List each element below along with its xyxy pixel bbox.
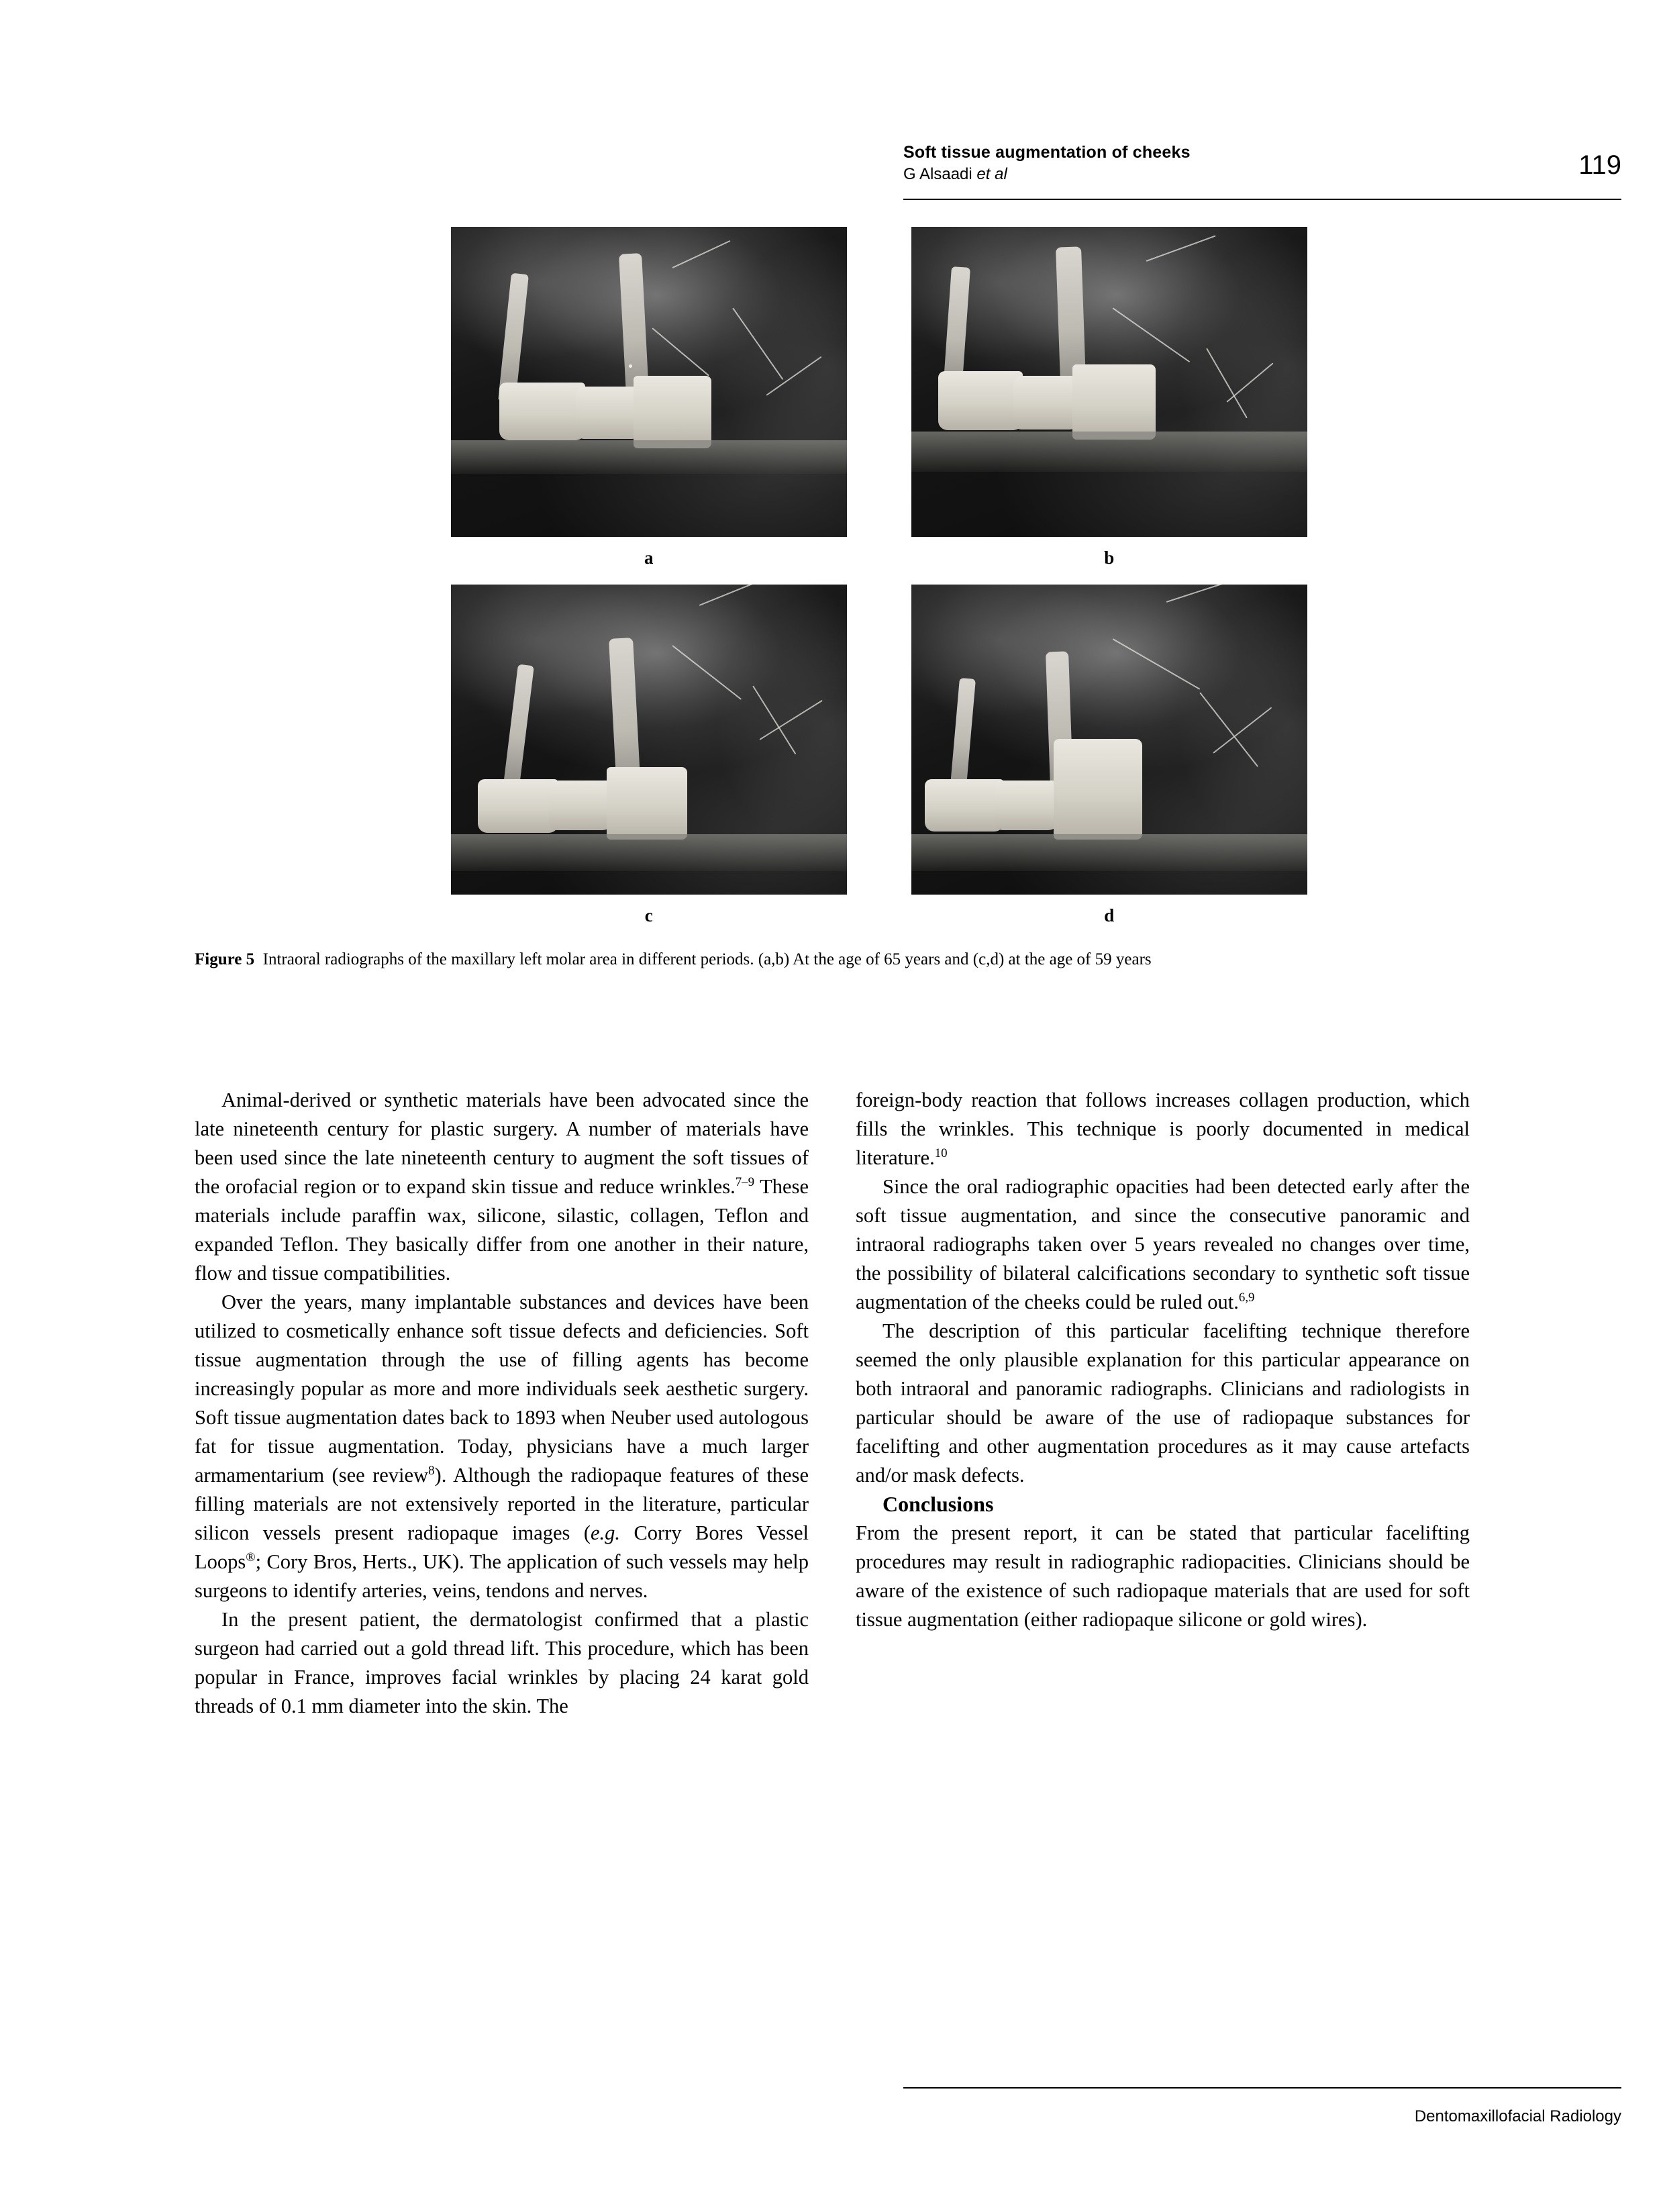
radiograph-image-d [911, 585, 1307, 895]
radiograph-image-c [451, 585, 847, 895]
figure-panel-label-c: c [644, 905, 654, 925]
paragraph-foreign-body-text: foreign-body reaction that follows increases collagen production, which fills the wrinkles. This technique is poorly documented in medical literature. [856, 1089, 1470, 1169]
paragraph-materials-part2: These materials include paraffin wax, silicone, silastic, collagen, Teflon and expanded Teflon. They basically differ from one another in their nature, flow and tissue compatibilities. [195, 1175, 809, 1285]
footer-journal-name: Dentomaxillofacial Radiology [1414, 2107, 1621, 2125]
figure-5 [195, 227, 1470, 970]
figure-panel-d [911, 585, 1307, 926]
paragraph-opacities [856, 1172, 1470, 1317]
paragraph-present-patient: In the present patient, the dermatologist confirmed that a plastic surgeon had carried out a gold thread lift. This procedure, which has been popular in France, improves facial wrinkles by placing 24 karat gold threads of 0.1 mm diameter into the skin. The [195, 1608, 809, 1717]
figure-panel-c [451, 585, 847, 926]
section-heading-conclusions: Conclusions [882, 1492, 994, 1516]
figure-panel-b [911, 227, 1307, 568]
figure-row-bottom [451, 585, 1470, 926]
citation-8: 8 [428, 1463, 435, 1478]
running-head-title: Soft tissue augmentation of cheeks [903, 143, 1191, 162]
paragraph-materials [195, 1086, 809, 1288]
page-number: 119 [1578, 150, 1621, 180]
citation-6-9: 6,9 [1238, 1290, 1255, 1305]
running-head-authors [903, 164, 1621, 185]
citation-10: 10 [934, 1146, 948, 1160]
running-head-authors-etal: et al [976, 165, 1007, 183]
paragraph-foreign-body [856, 1086, 1470, 1172]
registered-mark: ® [246, 1550, 256, 1564]
body-columns [195, 1086, 1470, 1721]
right-column [856, 1086, 1470, 1721]
citation-7-9: 7–9 [735, 1174, 755, 1189]
paragraph-implantables-eg: e.g. [590, 1521, 621, 1544]
running-head [903, 141, 1621, 185]
paragraph-implantables-part2: ). Although the radiopaque features of these filling materials are not extensively reported in the literature, particular silicon vessels present radiopaque images ( [195, 1464, 809, 1544]
figure-panel-label-d: d [1104, 905, 1115, 925]
paragraph-description: The description of this particular facelifting technique therefore seemed the only plausible explanation for this particular appearance on both intraoral and panoramic radiographs. Clinicians and radiologists in particular should be aware of the use of radiopaque substances for facelifting and other augmentation procedures as it may cause artefacts and/or mask defects. [856, 1319, 1470, 1487]
paragraph-implantables-part3: Corry Bores Vessel Loops [195, 1521, 809, 1573]
figure-panel-label-a: a [644, 548, 654, 568]
header-rule [903, 199, 1621, 200]
figure-caption [195, 949, 1470, 970]
paragraph-implantables [195, 1288, 809, 1605]
footer-rule [903, 2087, 1621, 2089]
radiograph-image-a [451, 227, 847, 537]
figure-row-top [451, 227, 1470, 568]
figure-caption-text: Intraoral radiographs of the maxillary left molar area in different periods. (a,b) At the age of 65 years and (c,d) at the age of 59 years [262, 950, 1152, 968]
radiograph-image-b [911, 227, 1307, 537]
paragraph-implantables-part1: Over the years, many implantable substances and devices have been utilized to cosmetically enhance soft tissue defects and deficiencies. Soft tissue augmentation through the use of filling agents has become increasingly popular as more and more individuals seek aesthetic surgery. Soft tissue augmentation dates back to 1893 when Neuber used autologous fat for tissue augmentation. Today, physicians have a much larger armamentarium (see review [195, 1291, 809, 1487]
paragraph-conclusions: From the present report, it can be stated that particular facelifting procedures may result in radiographic radiopacities. Clinicians should be aware of the existence of such radiopaque materials that are used for soft tissue augmentation (either radiopaque silicone or gold wires). [856, 1521, 1470, 1631]
figure-caption-label: Figure 5 [195, 950, 255, 968]
paragraph-implantables-part4: ; Cory Bros, Herts., UK). The application of such vessels may help surgeons to identify arteries, veins, tendons and nerves. [195, 1550, 809, 1602]
paragraph-opacities-text: Since the oral radiographic opacities had been detected early after the soft tissue augmentation, and since the consecutive panoramic and intraoral radiographs taken over 5 years revealed no changes over time, the possibility of bilateral calcifications secondary to synthetic soft tissue augmentation of the cheeks could be ruled out. [856, 1175, 1470, 1313]
paragraph-materials-part1: Animal-derived or synthetic materials have been advocated since the late nineteenth century for plastic surgery. A number of materials have been used since the late nineteenth century to augment the soft tissues of the orofacial region or to expand skin tissue and reduce wrinkles. [195, 1089, 809, 1198]
figure-panel-label-b: b [1104, 548, 1115, 568]
left-column [195, 1086, 809, 1721]
running-head-authors-text: G Alsaadi [903, 165, 977, 183]
figure-panel-a [451, 227, 847, 568]
